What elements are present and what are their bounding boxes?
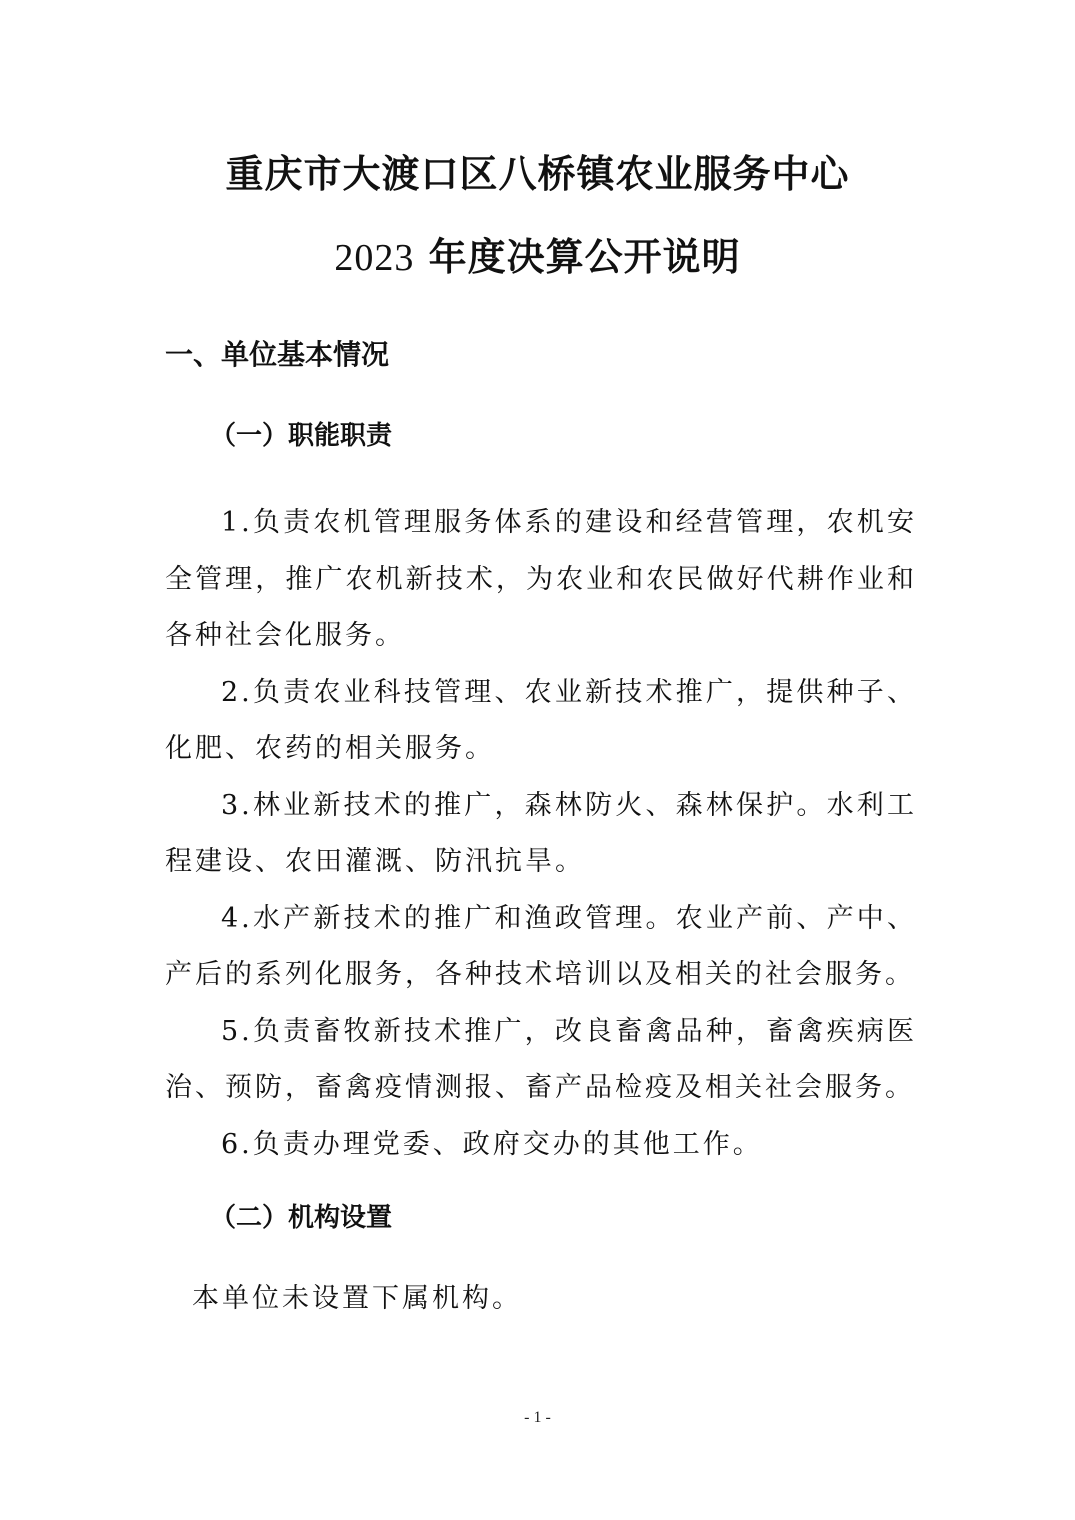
duty-item: 4.水产新技术的推广和渔政管理。农业产前、产中、产后的系列化服务，各种技术培训以及相关的社会服务。 [165, 902, 917, 990]
duty-item: 3.林业新技术的推广，森林防火、森林保护。水利工程建设、农田灌溉、防汛抗旱。 [165, 789, 917, 877]
page-number: - 1 - [524, 1409, 551, 1426]
subsection-heading-organization: （二）机构设置 [210, 1203, 393, 1233]
title-year: 2023 [334, 237, 415, 279]
organization-body-text: 本单位未设置下属机构。 [192, 1283, 522, 1314]
document-title-line-1: 重庆市大渡口区八桥镇农业服务中心 [225, 152, 850, 196]
duties-list [165, 495, 917, 1173]
duty-item: 5.负责畜牧新技术推广，改良畜禽品种，畜禽疾病医治、预防，畜禽疫情测报、畜产品检疫及相关社会服务。 [165, 1015, 917, 1103]
section-heading-basic-info: 一、单位基本情况 [165, 338, 390, 371]
duty-item: 2.负责农业科技管理、农业新技术推广，提供种子、化肥、农药的相关服务。 [165, 676, 917, 764]
document-title-line-2 [0, 233, 1075, 282]
duty-item: 1.负责农机管理服务体系的建设和经营管理，农机安全管理，推广农机新技术，为农业和农民做好代耕作业和各种社会化服务。 [165, 507, 917, 651]
title-rest: 年度决算公开说明 [414, 235, 741, 279]
subsection-heading-duties: （一）职能职责 [210, 421, 393, 451]
duty-item: 6.负责办理党委、政府交办的其他工作。 [221, 1128, 763, 1160]
